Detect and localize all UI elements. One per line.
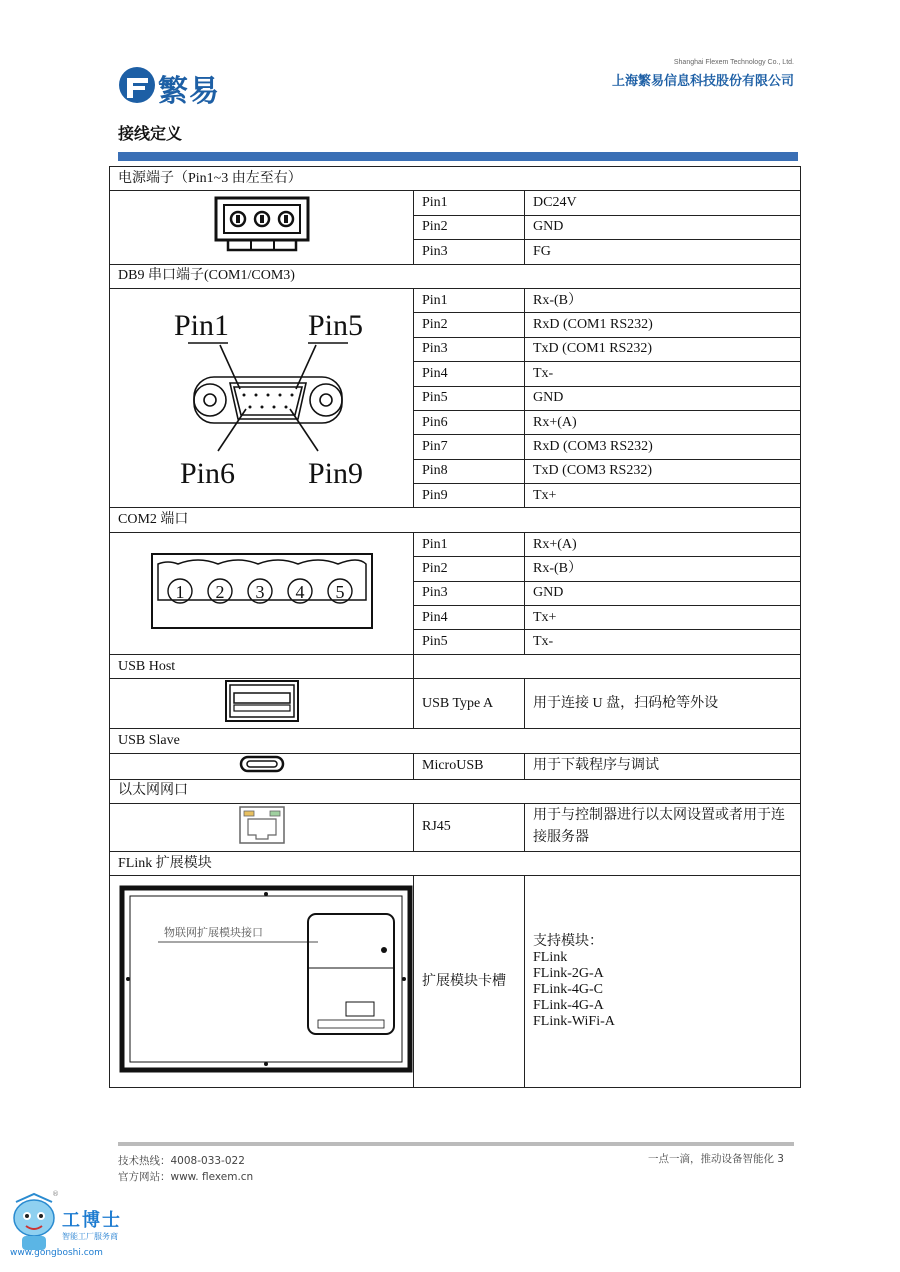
terminal-number: 1 (175, 581, 184, 602)
usb-slave-title: USB Slave (110, 729, 801, 753)
module-item: FLink-4G-A (533, 997, 604, 1013)
db9-connector-image (110, 288, 414, 508)
registered-mark: ® (52, 1190, 59, 1198)
signal-cell: Rx-(B） (525, 557, 801, 581)
flink-title-row (110, 851, 801, 875)
table-row (110, 876, 801, 1088)
usb-host-title-row (110, 654, 801, 678)
db9-pin1-label: Pin1 (174, 308, 230, 342)
usb-slave-image (110, 753, 414, 779)
table-row (110, 753, 801, 779)
port-desc-cell: 用于连接 U 盘，扫码枪等外设 (525, 679, 801, 729)
flink-module-back-icon (118, 884, 414, 1074)
flink-image-label: 物联网扩展模块接口 (164, 926, 263, 940)
signal-cell: RxD (COM1 RS232) (525, 313, 801, 337)
pin-cell: Pin4 (414, 606, 525, 630)
port-desc-cell: 用于与控制器进行以太网设置或者用于连接服务器 (525, 803, 801, 851)
port-desc-cell: 用于下载程序与调试 (525, 753, 801, 779)
power-title-row (110, 167, 801, 191)
terminal-number: 4 (295, 581, 304, 602)
pin-cell: Pin1 (414, 532, 525, 556)
com2-title: COM2 端口 (110, 508, 801, 532)
company-name-cn: 上海繁易信息科技股份有限公司 (611, 74, 794, 89)
pin-cell: Pin6 (414, 410, 525, 434)
pin-cell: Pin3 (414, 581, 525, 605)
pin-cell: Pin3 (414, 337, 525, 361)
mascot-logo-icon (8, 1190, 60, 1254)
table-row (110, 679, 801, 729)
pin-cell: Pin1 (414, 191, 525, 215)
wiring-table (109, 166, 801, 1088)
signal-cell: TxD (COM3 RS232) (525, 459, 801, 483)
db9-pin9-label: Pin9 (308, 456, 364, 490)
pin-cell: Pin5 (414, 630, 525, 654)
signal-cell: DC24V (525, 191, 801, 215)
db9-pin5-label: Pin5 (308, 308, 364, 342)
pin-cell: Pin2 (414, 215, 525, 239)
com2-terminal-image (110, 532, 414, 654)
slot-cell: 扩展模块卡槽 (414, 876, 525, 1088)
usb-host-title: USB Host (110, 654, 414, 678)
power-terminal-icon (214, 196, 310, 254)
table-row (110, 532, 801, 556)
header-divider (118, 152, 798, 161)
pin-cell: Pin5 (414, 386, 525, 410)
usb-host-image (110, 679, 414, 729)
pin-cell: Pin9 (414, 484, 525, 508)
pin-cell: Pin4 (414, 362, 525, 386)
terminal-number: 2 (215, 581, 224, 602)
watermark-subtitle: 智能工厂服务商 (62, 1232, 118, 1241)
micro-usb-icon (239, 754, 285, 774)
signal-cell: Rx+(A) (525, 410, 801, 434)
footer-slogan: 一点一滴，推动设备智能化 3 (647, 1153, 784, 1165)
signal-cell: Tx+ (525, 484, 801, 508)
usb-slave-title-row (110, 729, 801, 753)
signal-cell: RxD (COM3 RS232) (525, 435, 801, 459)
signal-cell: GND (525, 386, 801, 410)
flink-title: FLink 扩展模块 (110, 851, 801, 875)
com2-title-row (110, 508, 801, 532)
com2-terminal-icon (150, 552, 374, 630)
terminal-number: 5 (335, 581, 344, 602)
pin-cell: Pin8 (414, 459, 525, 483)
logo-text: 繁易 (158, 74, 220, 109)
power-terminal-image (110, 191, 414, 264)
support-cell (525, 876, 801, 1088)
module-item: FLink-4G-C (533, 981, 603, 997)
signal-cell: GND (525, 581, 801, 605)
pin-cell: Pin2 (414, 557, 525, 581)
signal-cell: GND (525, 215, 801, 239)
pin-cell: Pin1 (414, 288, 525, 312)
footer-divider (118, 1142, 794, 1146)
table-row (110, 288, 801, 312)
section-title: 接线定义 (118, 124, 183, 143)
footer-website: 官方网站：www. flexem.cn (118, 1171, 254, 1183)
port-type-cell: RJ45 (414, 803, 525, 851)
watermark-url: www.gongboshi.com (10, 1248, 103, 1258)
power-title: 电源端子（Pin1~3 由左至右） (110, 167, 801, 191)
usb-type-a-icon (224, 679, 300, 723)
rj45-icon (238, 805, 286, 845)
signal-cell: Tx- (525, 362, 801, 386)
ethernet-title-row (110, 779, 801, 803)
signal-cell: Rx-(B） (525, 288, 801, 312)
db9-title-row (110, 264, 801, 288)
db9-title: DB9 串口端子(COM1/COM3) (110, 264, 801, 288)
module-item: FLink (533, 949, 568, 965)
ethernet-image (110, 803, 414, 851)
signal-cell: FG (525, 240, 801, 264)
table-row (110, 191, 801, 215)
company-name-en: Shanghai Flexem Technology Co., Ltd. (673, 59, 794, 66)
db9-pin6-label: Pin6 (180, 456, 236, 490)
pin-cell: Pin3 (414, 240, 525, 264)
pin-cell: Pin2 (414, 313, 525, 337)
module-item: FLink-WiFi-A (533, 1013, 615, 1029)
table-row (110, 803, 801, 851)
footer-hotline: 技术热线：4008-033-022 (118, 1155, 245, 1167)
support-title: 支持模块： (533, 933, 603, 949)
signal-cell: Tx- (525, 630, 801, 654)
port-type-cell: USB Type A (414, 679, 525, 729)
signal-cell: Tx+ (525, 606, 801, 630)
ethernet-title: 以太网网口 (110, 779, 801, 803)
watermark-name: 工博士 (62, 1210, 122, 1231)
pin-cell: Pin7 (414, 435, 525, 459)
signal-cell: Rx+(A) (525, 532, 801, 556)
signal-cell: TxD (COM1 RS232) (525, 337, 801, 361)
port-type-cell: MicroUSB (414, 753, 525, 779)
module-item: FLink-2G-A (533, 965, 604, 981)
terminal-number: 3 (255, 581, 264, 602)
flexem-logo-icon (118, 66, 158, 104)
flink-slot-image (110, 876, 414, 1088)
db9-connector-icon (118, 291, 418, 501)
